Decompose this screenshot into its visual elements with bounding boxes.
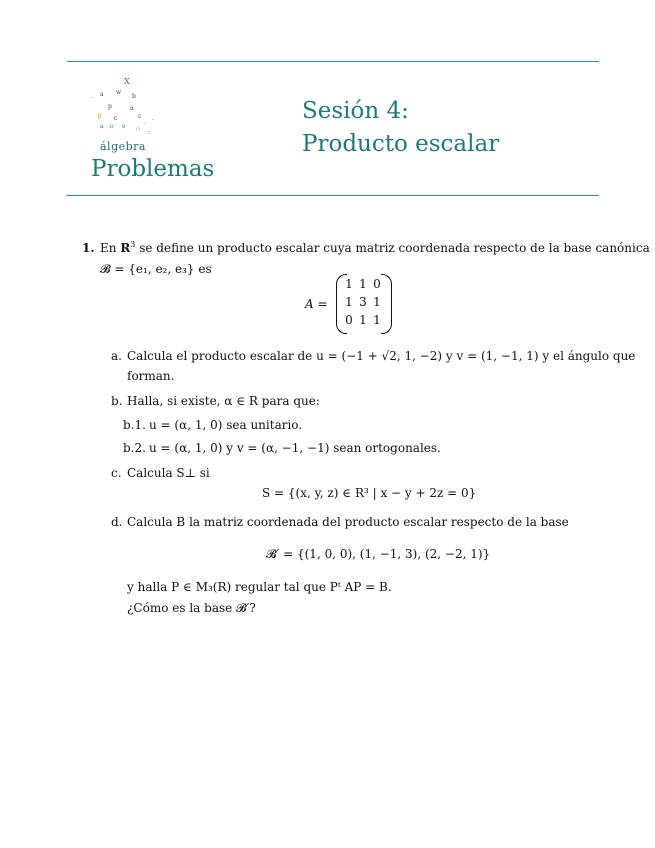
bottom-rule xyxy=(67,195,599,196)
part-d-line3: ¿Cómo es la base 𝓑′? xyxy=(127,601,256,615)
matrix-cell: 0 xyxy=(373,277,381,291)
part-d-label: d. xyxy=(111,515,123,529)
part-b1-text: u = (α, 1, 0) sea unitario. xyxy=(149,418,303,432)
svg-text:·: · xyxy=(92,95,94,102)
part-c-equation: S = {(x, y, z) ∈ R³ | x − y + 2z = 0} xyxy=(262,486,477,500)
svg-text:e: e xyxy=(122,123,126,130)
svg-text:X: X xyxy=(124,77,130,86)
matrix-cell: 0 xyxy=(345,313,353,327)
matrix-cell: 1 xyxy=(345,295,353,309)
matrix-cell: 1 xyxy=(373,295,381,309)
part-a-text-cont: forman. xyxy=(127,369,175,383)
session-title: Sesión 4: xyxy=(302,98,409,124)
part-c-label: c. xyxy=(111,466,122,480)
matrix-cell: 1 xyxy=(345,277,353,291)
logo-label: álgebra xyxy=(100,140,146,153)
svg-text:a: a xyxy=(130,105,134,112)
part-c-text: Calcula S⊥ si xyxy=(127,466,210,480)
matrix-table xyxy=(342,275,384,329)
top-rule xyxy=(67,61,599,62)
part-d-text: Calcula B la matriz coordenada del producto escalar respecto de la base xyxy=(127,515,569,529)
part-b2-label: b.2. xyxy=(123,441,146,455)
svg-text:p: p xyxy=(108,103,112,110)
part-b1-label: b.1. xyxy=(123,418,146,432)
problem-intro: En $R^3$ se define un producto escalar cuya matriz coordenada respecto de la base canónica xyxy=(100,240,650,255)
part-a-text: Calcula el producto escalar de u = (−1 + √2, 1, −2) y v = (1, −1, 1) y el ángulo que xyxy=(127,349,636,363)
section-label: Problemas xyxy=(91,156,215,182)
part-d-line2: y halla P ∈ M₃(R) regular tal que Pᵗ AP = B. xyxy=(127,580,392,594)
svg-text:ε: ε xyxy=(138,113,142,120)
svg-text::: : xyxy=(148,129,151,136)
svg-text:o: o xyxy=(110,123,114,130)
part-a-label: a. xyxy=(111,349,122,363)
svg-text:·: · xyxy=(152,117,154,124)
matrix-cell: 3 xyxy=(359,295,367,309)
matrix-label: A = xyxy=(305,297,328,311)
matrix-A xyxy=(336,274,392,332)
part-d-equation: 𝓑′ = {(1, 0, 0), (1, −1, 3), (2, −2, 1)} xyxy=(266,547,491,561)
svg-text:w: w xyxy=(116,89,122,96)
svg-text:c: c xyxy=(114,115,118,122)
svg-text:β: β xyxy=(98,113,102,120)
topic-title: Producto escalar xyxy=(302,131,500,157)
matrix-cell: 1 xyxy=(359,313,367,327)
problem-number: 1. xyxy=(82,241,95,255)
svg-text:a: a xyxy=(100,123,104,130)
part-b-text: Halla, si existe, α ∈ R para que: xyxy=(127,394,320,408)
svg-text:∴: ∴ xyxy=(136,125,140,132)
part-b-label: b. xyxy=(111,394,123,408)
part-b2-text: u = (α, 1, 0) y v = (α, −1, −1) sean ortogonales. xyxy=(149,441,441,455)
svg-text:b: b xyxy=(132,93,136,100)
svg-text:a: a xyxy=(100,91,104,98)
matrix-cell: 1 xyxy=(359,277,367,291)
svg-text:·: · xyxy=(144,121,146,128)
basis-line: 𝓑 = {e₁, e₂, e₃} es xyxy=(100,262,212,276)
matrix-cell: 1 xyxy=(373,313,381,327)
